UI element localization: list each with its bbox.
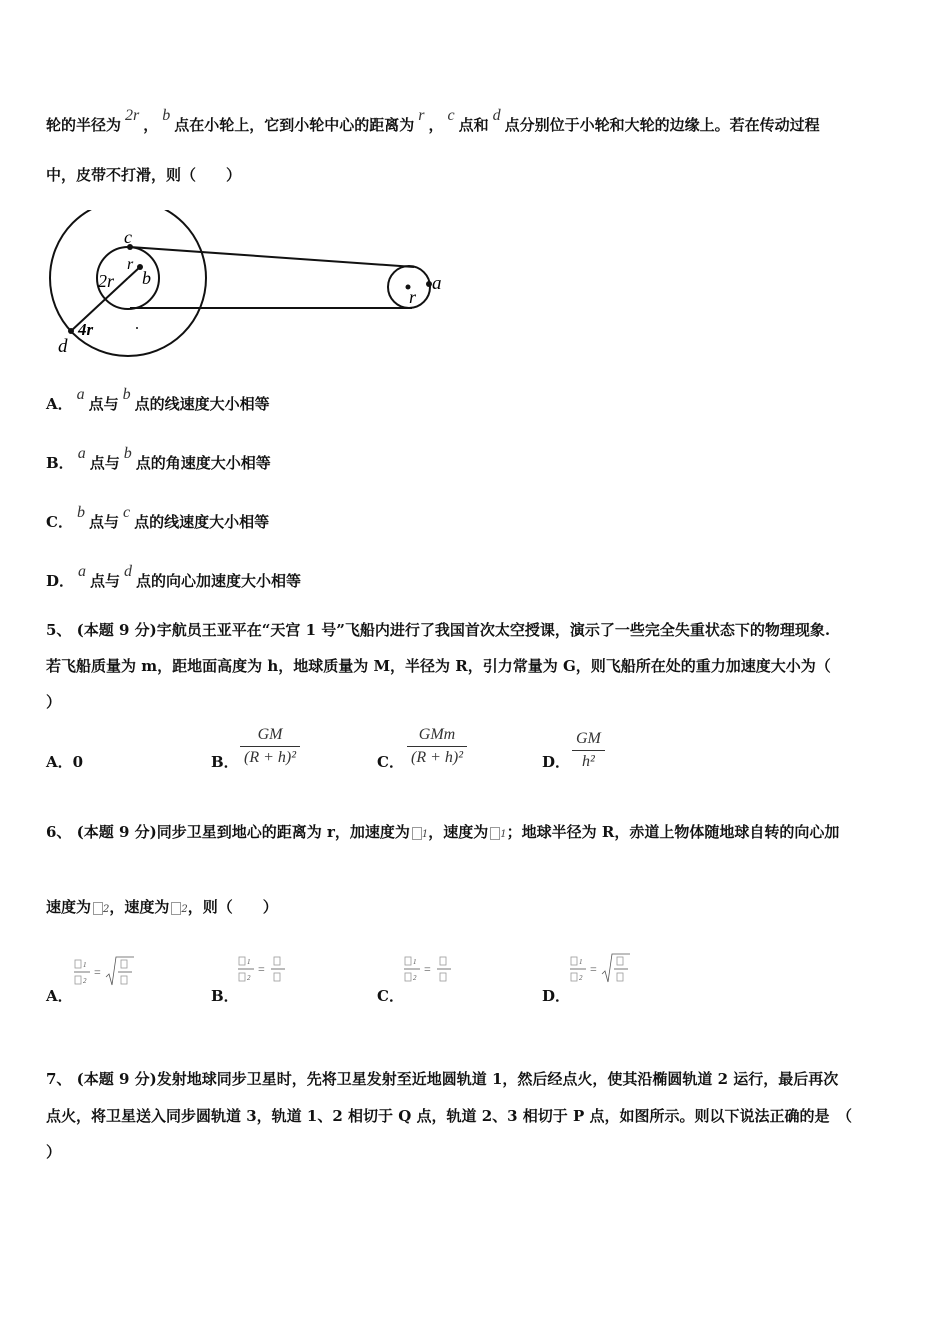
q6-option-b-letter[interactable]: B． <box>211 987 239 1005</box>
q6-option-d-formula <box>568 952 632 988</box>
missing-glyph-icon <box>490 827 500 840</box>
svg-text:2: 2 <box>247 974 251 982</box>
svg-text:2: 2 <box>83 977 87 985</box>
q6-stem-line1: 6、 (本题 9 分)同步卫星到地心的距离为 r，加速度为 1，速度为 1；地球半径为 R，赤道上物体随地球自转的向心加 <box>46 823 840 841</box>
q5-stem-line1: 5、 (本题 9 分)宇航员王亚平在“天宫 1 号”飞船内进行了我国首次太空授课，演示了一些完全失重状态下的物理现象. <box>46 621 831 639</box>
label-a: a <box>432 273 442 294</box>
q7-stem-line3: ） <box>46 1143 62 1161</box>
svg-text:=: = <box>424 962 431 976</box>
svg-text:=: = <box>590 962 597 976</box>
point-d <box>68 328 74 334</box>
svg-text:=: = <box>94 965 101 979</box>
q5-option-c-formula: GMm (R + h)² <box>407 726 467 767</box>
pulley-figure <box>44 210 454 360</box>
q5-stem-line2: 若飞船质量为 m，距地面高度为 h，地球质量为 M，半径为 R，引力常量为 G，则飞船所在处的重力加速度大小为（ <box>46 657 831 675</box>
q4-stem-line2: 中，皮带不打滑，则（ ） <box>46 166 242 184</box>
svg-text:1: 1 <box>413 958 417 966</box>
q5-option-c-letter[interactable]: C． <box>377 753 404 771</box>
q4-stem-line1: 轮的半径为2r，b点在小轮上，它到小轮中心的距离为r，c点和d点分别位于小轮和大轮的边缘上。若在传动过程 <box>46 107 820 134</box>
q6-option-d-letter[interactable]: D． <box>542 987 571 1005</box>
svg-text:=: = <box>258 962 265 976</box>
q5-option-b-formula: $\frac{GM}{\text{(R + h)²}}$ <box>240 726 300 767</box>
svg-text:2: 2 <box>413 974 417 982</box>
label-r-right: r <box>409 287 417 307</box>
svg-text:2: 2 <box>579 974 583 982</box>
q5-option-d-letter[interactable]: D． <box>542 753 571 771</box>
label-2r: 2r <box>98 271 115 291</box>
q6-option-b-formula <box>236 952 290 986</box>
label-b: b <box>142 268 151 288</box>
q7-stem-line2: 点火，将卫星送入同步圆轨道 3，轨道 1、2 相切于 Q 点，轨道 2、3 相切于 P 点，如图所示。则以下说法正确的是 （ <box>46 1107 853 1125</box>
q6-option-a-letter[interactable]: A． <box>46 987 73 1005</box>
label-d: d <box>58 336 68 357</box>
q4-option-a[interactable]: A．a点与b点的线速度大小相等 <box>46 386 270 413</box>
svg-text:1: 1 <box>579 958 583 966</box>
q6-option-a-formula <box>72 955 136 991</box>
label-c: c <box>124 227 132 247</box>
q5-option-a[interactable]: A．0 <box>46 753 84 771</box>
q4-option-b[interactable]: B．a点与b点的角速度大小相等 <box>46 445 271 472</box>
q5-stem-line3: ） <box>46 693 62 711</box>
svg-text:1: 1 <box>247 958 251 966</box>
small-dot <box>136 327 138 329</box>
q6-option-c-formula <box>402 952 456 986</box>
belt-top <box>130 247 414 267</box>
q4-option-d[interactable]: D．a点与d点的向心加速度大小相等 <box>46 563 302 590</box>
q7-stem-line1: 7、 (本题 9 分)发射地球同步卫星时，先将卫星发射至近地圆轨道 1，然后经点火，使其沿椭圆轨道 2 运行，最后再次 <box>46 1070 839 1088</box>
q6-stem-line2: 速度为 2，速度为 2，则（ ） <box>46 898 278 916</box>
missing-glyph-icon <box>412 827 422 840</box>
label-r-small: r <box>127 256 134 273</box>
q6-option-c-letter[interactable]: C． <box>377 987 404 1005</box>
q5-option-b-letter[interactable]: B． <box>211 753 239 771</box>
label-4r: 4r <box>78 320 94 339</box>
q5-option-d-formula: $\frac{GM}{\text{h²}}$ <box>572 730 605 771</box>
missing-glyph-icon <box>93 902 103 915</box>
svg-text:1: 1 <box>83 961 87 969</box>
q4-option-c[interactable]: C．b点与c点的线速度大小相等 <box>46 504 270 531</box>
missing-glyph-icon <box>171 902 181 915</box>
